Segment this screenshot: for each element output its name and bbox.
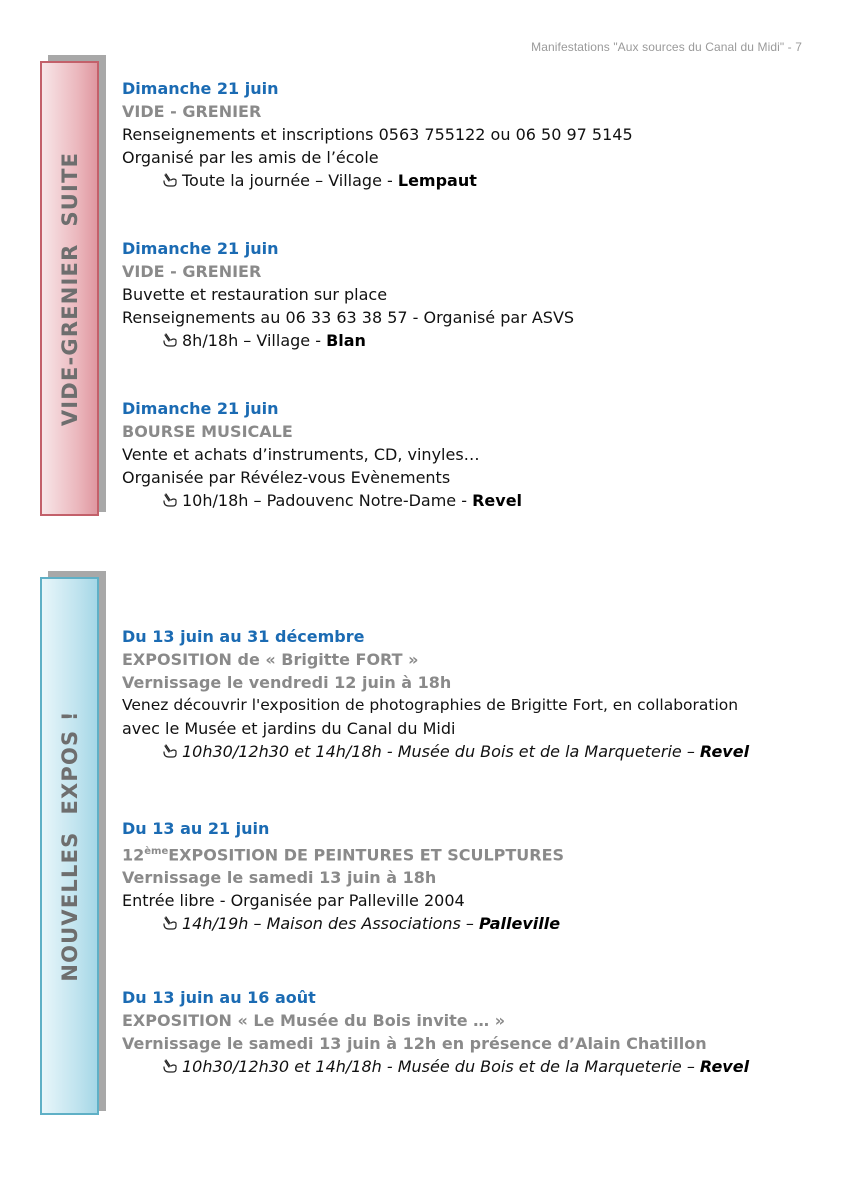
pointing-hand-icon	[162, 332, 178, 348]
event-title-ordinal: ème	[144, 846, 169, 857]
event-card	[122, 817, 800, 935]
event-date: Du 13 juin au 31 décembre	[122, 627, 365, 646]
event-description: Buvette et restauration sur place	[122, 285, 388, 304]
event-description: Renseignements et inscriptions 0563 755122 ou 06 50 97 5145	[122, 125, 633, 144]
event-info	[122, 329, 800, 352]
event-description: avec le Musée et jardins du Canal du Midi	[122, 719, 456, 738]
event-date: Dimanche 21 juin	[122, 399, 279, 418]
section-tab-nouvelles-expos	[40, 577, 99, 1115]
event-date: Dimanche 21 juin	[122, 79, 279, 98]
pointing-hand-icon	[162, 1058, 178, 1074]
event-time-location: 10h/18h – Padouvenc Notre-Dame -	[182, 491, 473, 510]
event-title: EXPOSITION « Le Musée du Bois invite … »	[122, 1011, 506, 1030]
event-vernissage: Vernissage le vendredi 12 juin à 18h	[122, 673, 452, 692]
event-title-line	[122, 840, 800, 866]
event-card	[122, 237, 800, 352]
event-organizer: Organisée par Révélez-vous Evènements	[122, 468, 451, 487]
event-info	[122, 912, 800, 935]
event-time-location: Toute la journée – Village -	[182, 171, 398, 190]
event-description: Venez découvrir l'exposition de photographies de Brigitte Fort, en collaboration	[122, 696, 739, 714]
event-town: Revel	[699, 1057, 750, 1076]
section-label: VIDE-GRENIER SUITE	[57, 151, 82, 426]
event-time-location: 8h/18h – Village -	[182, 331, 327, 350]
event-town: Lempaut	[397, 171, 477, 190]
event-title: VIDE - GRENIER	[122, 102, 262, 121]
event-description: Entrée libre - Organisée par Palleville 2004	[122, 891, 465, 911]
event-info	[122, 489, 800, 512]
event-description: Vente et achats d’instruments, CD, vinyles…	[122, 445, 480, 464]
event-card	[122, 986, 800, 1078]
event-town: Revel	[472, 491, 523, 510]
pointing-hand-icon	[162, 915, 178, 931]
event-town: Palleville	[479, 914, 561, 934]
event-time-location: 14h/19h – Maison des Associations –	[182, 914, 479, 934]
event-date: Du 13 au 21 juin	[122, 819, 270, 838]
event-date: Dimanche 21 juin	[122, 239, 279, 258]
event-title: EXPOSITION de « Brigitte FORT »	[122, 650, 419, 669]
event-organizer: Organisé par les amis de l’école	[122, 148, 379, 167]
event-title: VIDE - GRENIER	[122, 262, 262, 281]
event-organizer: Renseignements au 06 33 63 38 57 - Organisé par ASVS	[122, 308, 575, 327]
event-title: BOURSE MUSICALE	[122, 422, 293, 441]
event-vernissage: Vernissage le samedi 13 juin à 18h	[122, 868, 437, 888]
event-title-number: 12	[122, 845, 145, 865]
event-time-location: 10h30/12h30 et 14h/18h - Musée du Bois et de la Marqueterie –	[182, 742, 700, 761]
event-vernissage: Vernissage le samedi 13 juin à 12h en présence d’Alain Chatillon	[122, 1034, 707, 1053]
event-info	[122, 169, 800, 192]
event-card	[122, 77, 800, 192]
pointing-hand-icon	[162, 743, 178, 759]
section-tab-vide-grenier	[40, 61, 99, 516]
section-label: NOUVELLES EXPOS !	[57, 710, 82, 982]
event-info	[122, 740, 800, 763]
event-town: Blan	[326, 331, 366, 350]
event-town: Revel	[699, 742, 750, 761]
pointing-hand-icon	[162, 172, 178, 188]
event-info	[122, 1055, 800, 1078]
event-card	[122, 397, 800, 512]
page-header: Manifestations "Aux sources du Canal du Midi" - 7	[531, 40, 802, 54]
event-card	[122, 625, 800, 763]
event-time-location: 10h30/12h30 et 14h/18h - Musée du Bois et de la Marqueterie –	[182, 1057, 700, 1076]
pointing-hand-icon	[162, 492, 178, 508]
event-title: EXPOSITION DE PEINTURES ET SCULPTURES	[168, 845, 565, 865]
event-date: Du 13 juin au 16 août	[122, 988, 316, 1007]
